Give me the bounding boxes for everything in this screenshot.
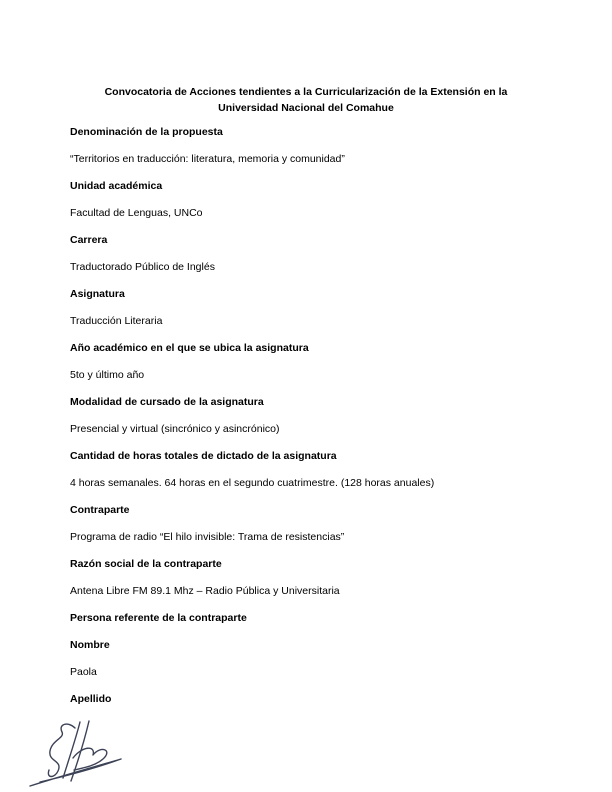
- field-label-cantidad-de-horas: Cantidad de horas totales de dictado de la asignatura: [70, 450, 337, 462]
- document-title-line-2: Universidad Nacional del Comahue: [218, 102, 394, 114]
- field-value-carrera: Traductorado Público de Inglés: [70, 261, 215, 273]
- document-body: [70, 84, 542, 719]
- field-value-modalidad-de-cursado: Presencial y virtual (sincrónico y asincrónico): [70, 423, 280, 435]
- field-value-nombre: Paola: [70, 666, 97, 678]
- field-label-apellido: Apellido: [70, 693, 112, 705]
- field-value-ano-academico: 5to y último año: [70, 369, 145, 381]
- field-value-cantidad-de-horas: 4 horas semanales. 64 horas en el segundo cuatrimestre. (128 horas anuales): [70, 477, 435, 489]
- field-label-persona-referente: Persona referente de la contraparte: [70, 612, 247, 624]
- field-value-contraparte: Programa de radio “El hilo invisible: Trama de resistencias”: [70, 531, 345, 543]
- signature-stroke-loop: [48, 724, 75, 776]
- field-label-nombre: Nombre: [70, 639, 110, 651]
- field-label-unidad-academica: Unidad académica: [70, 180, 163, 192]
- document-title-line-1: Convocatoria de Acciones tendientes a la Curricularización de la Extensión en la: [104, 86, 508, 98]
- field-label-asignatura: Asignatura: [70, 288, 125, 300]
- field-value-razon-social: Antena Libre FM 89.1 Mhz – Radio Pública y Universitaria: [70, 585, 340, 597]
- handwritten-signature: [16, 718, 128, 790]
- document-title: [70, 84, 542, 116]
- field-label-modalidad-de-cursado: Modalidad de cursado de la asignatura: [70, 396, 264, 408]
- field-value-denominacion-de-la-propuesta: “Territorios en traducción: literatura, memoria y comunidad”: [70, 153, 345, 165]
- field-value-asignatura: Traducción Literaria: [70, 315, 163, 327]
- field-value-unidad-academica: Facultad de Lenguas, UNCo: [70, 207, 203, 219]
- field-label-carrera: Carrera: [70, 234, 108, 246]
- field-label-denominacion-de-la-propuesta: Denominación de la propuesta: [70, 126, 223, 138]
- signature-stroke-flourish: [30, 759, 121, 786]
- field-label-contraparte: Contraparte: [70, 504, 130, 516]
- field-label-razon-social: Razón social de la contraparte: [70, 558, 222, 570]
- field-label-ano-academico: Año académico en el que se ubica la asignatura: [70, 342, 309, 354]
